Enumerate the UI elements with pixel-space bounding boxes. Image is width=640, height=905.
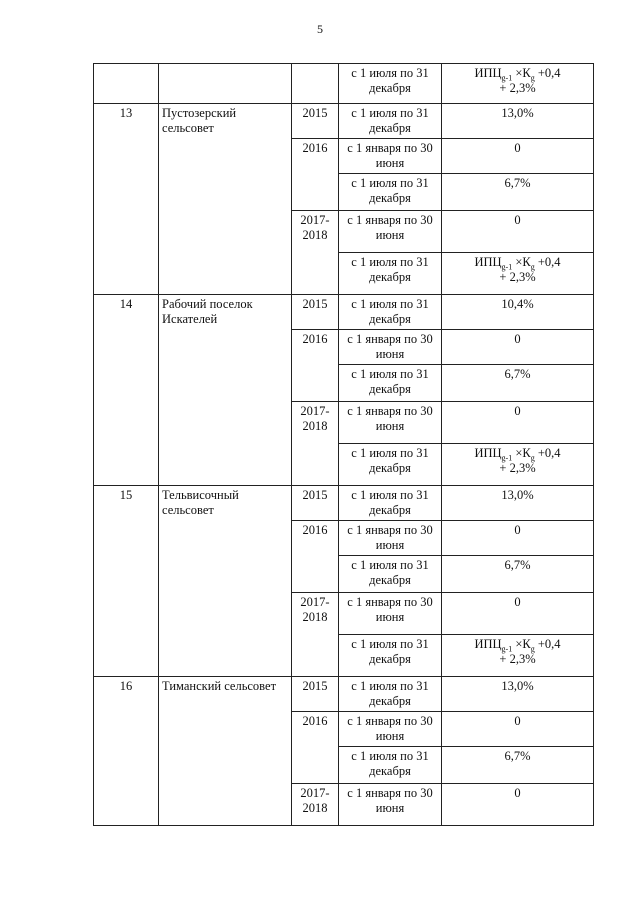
year-cell bbox=[292, 64, 339, 104]
period-cell: с 1 июля по 31 декабря bbox=[339, 295, 442, 330]
value-cell: 0 bbox=[442, 211, 594, 253]
period-cell: с 1 января по 30 июня bbox=[339, 521, 442, 556]
value-cell bbox=[442, 253, 594, 295]
table-row bbox=[94, 295, 594, 330]
value-cell bbox=[442, 444, 594, 486]
value-cell: 0 bbox=[442, 330, 594, 365]
value-cell: 6,7% bbox=[442, 556, 594, 593]
table-row bbox=[94, 677, 594, 712]
number-cell: 16 bbox=[94, 677, 159, 826]
value-cell: 0 bbox=[442, 139, 594, 174]
year-cell: 2015 bbox=[292, 677, 339, 712]
year-cell: 2016 bbox=[292, 712, 339, 784]
year-cell: 2015 bbox=[292, 486, 339, 521]
value-cell: 0 bbox=[442, 712, 594, 747]
name-cell: Рабочий поселок Искателей bbox=[159, 295, 292, 486]
value-cell: 13,0% bbox=[442, 104, 594, 139]
period-cell: с 1 июля по 31 декабря bbox=[339, 556, 442, 593]
formula-tail: + 2,3% bbox=[499, 461, 536, 475]
formula-text: $ИПЦ_{g-1} \times К_g +0,4$ bbox=[474, 637, 561, 654]
name-cell: Тиманский сельсовет bbox=[159, 677, 292, 826]
value-cell: 6,7% bbox=[442, 365, 594, 402]
value-cell: 0 bbox=[442, 593, 594, 635]
year-cell: 2016 bbox=[292, 139, 339, 211]
number-cell: 14 bbox=[94, 295, 159, 486]
value-cell bbox=[442, 64, 594, 104]
formula-tail: + 2,3% bbox=[499, 652, 536, 666]
value-cell: 13,0% bbox=[442, 677, 594, 712]
value-cell: 10,4% bbox=[442, 295, 594, 330]
period-cell: с 1 января по 30 июня bbox=[339, 784, 442, 826]
year-cell: 2017-2018 bbox=[292, 593, 339, 677]
period-cell: с 1 января по 30 июня bbox=[339, 330, 442, 365]
period-cell: с 1 января по 30 июня bbox=[339, 712, 442, 747]
period-cell: с 1 июля по 31 декабря bbox=[339, 365, 442, 402]
formula-text: $ИПЦ_{g-1} \times К_g +0,4$ bbox=[474, 66, 561, 83]
period-cell: с 1 июля по 31 декабря bbox=[339, 64, 442, 104]
year-cell: 2015 bbox=[292, 295, 339, 330]
tariff-table bbox=[93, 63, 594, 826]
formula-tail: + 2,3% bbox=[499, 270, 536, 284]
period-cell: с 1 июля по 31 декабря bbox=[339, 747, 442, 784]
name-cell bbox=[159, 64, 292, 104]
period-cell: с 1 июля по 31 декабря bbox=[339, 104, 442, 139]
value-cell: 6,7% bbox=[442, 174, 594, 211]
period-cell: с 1 января по 30 июня bbox=[339, 593, 442, 635]
period-cell: с 1 июля по 31 декабря bbox=[339, 174, 442, 211]
number-cell bbox=[94, 64, 159, 104]
period-cell: с 1 июля по 31 декабря bbox=[339, 677, 442, 712]
year-cell: 2017-2018 bbox=[292, 211, 339, 295]
value-cell: 0 bbox=[442, 521, 594, 556]
number-cell: 13 bbox=[94, 104, 159, 295]
period-cell: с 1 января по 30 июня bbox=[339, 139, 442, 174]
page-number: 5 bbox=[317, 22, 323, 36]
value-cell bbox=[442, 635, 594, 677]
formula-tail: + 2,3% bbox=[499, 81, 536, 95]
value-cell: 0 bbox=[442, 402, 594, 444]
year-cell: 2015 bbox=[292, 104, 339, 139]
period-cell: с 1 января по 30 июня bbox=[339, 402, 442, 444]
year-cell: 2017-2018 bbox=[292, 784, 339, 826]
value-cell: 0 bbox=[442, 784, 594, 826]
period-cell: с 1 июля по 31 декабря bbox=[339, 253, 442, 295]
name-cell: Пустозерский сельсовет bbox=[159, 104, 292, 295]
year-cell: 2017-2018 bbox=[292, 402, 339, 486]
year-cell: 2016 bbox=[292, 330, 339, 402]
year-cell: 2016 bbox=[292, 521, 339, 593]
period-cell: с 1 июля по 31 декабря bbox=[339, 486, 442, 521]
number-cell: 15 bbox=[94, 486, 159, 677]
formula-text: $ИПЦ_{g-1} \times К_g +0,4$ bbox=[474, 446, 561, 463]
value-cell: 6,7% bbox=[442, 747, 594, 784]
table-row bbox=[94, 486, 594, 521]
table-row bbox=[94, 104, 594, 139]
period-cell: с 1 июля по 31 декабря bbox=[339, 635, 442, 677]
name-cell: Тельвисочный сельсовет bbox=[159, 486, 292, 677]
formula-text: $ИПЦ_{g-1} \times К_g +0,4$ bbox=[474, 255, 561, 272]
period-cell: с 1 июля по 31 декабря bbox=[339, 444, 442, 486]
value-cell: 13,0% bbox=[442, 486, 594, 521]
period-cell: с 1 января по 30 июня bbox=[339, 211, 442, 253]
table-row bbox=[94, 64, 594, 104]
